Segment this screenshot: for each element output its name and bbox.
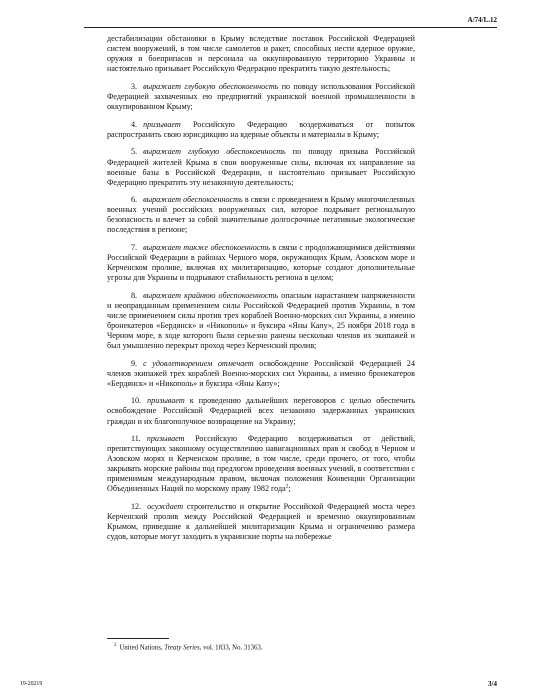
paragraph <box>107 34 415 74</box>
paragraph <box>107 396 415 426</box>
footnote-text-after: , vol. 1833, No. 31363. <box>199 644 263 652</box>
paragraph-text: дестабилизации обстановки в Крыму вследствие поставок Российской Федерацией систем вооружений, в том числе самолетов и ракет, способных нести ядерное оружие, оружия и боеприпасов и персонала на оккупированную территорию Украины и настоятельно призывает Российскую Федерацию прекратить такую деятельность; <box>107 34 415 74</box>
paragraph <box>107 243 415 283</box>
operative-phrase: выражает глубокую обеспокоенность <box>143 147 286 157</box>
paragraph-text: Российскую Федерацию воздерживаться от попыток распространить свою юрисдикцию на ядерные объекты и материалы в Крыму; <box>107 119 415 139</box>
paragraph-text: строительство и открытие Российской Федерацией моста через Керченский пролив между Российской Федерацией и временно оккупированным Крымом, приведшие к дальнейшей милитаризации Крыма и ограничению размера судов, которые могут заходить в украинские порты на побережье <box>107 501 415 542</box>
operative-phrase: выражает глубокую обеспокоенность <box>143 82 279 92</box>
paragraph <box>107 147 415 187</box>
punctuation: ; <box>288 484 291 494</box>
operative-phrase: призывает <box>146 434 185 444</box>
operative-phrase: выражает крайнюю обеспокоенность <box>143 290 279 300</box>
operative-phrase: выражает также обеспокоенность <box>143 242 270 252</box>
paragraph-text: Российскую Федерацию воздерживаться от действий, препятствующих законному осуществлению навигационных прав и свобод в Черном и Азовском морях и Керченском проливе, в том числе, среди прочего, от того, чтобы закрывать морские районы под предлогом проведения военных учений, в соответствии с применимым международным правом, включая положения Конвенции Организации Объединенных Наций по морскому праву 1982 года <box>107 434 415 494</box>
paragraph-text: к проведению дальнейших переговоров с целью обеспечить освобождение Российской Федерацией всех незаконно задержанных украинских граждан и их благополучное возвращение на Украину; <box>107 396 415 426</box>
operative-phrase: с удовлетворением отмечает <box>143 358 254 368</box>
document-number: 19-20219 <box>20 681 43 687</box>
paragraph-number: 8. <box>131 290 138 300</box>
paragraph-text: освобождение Российской Федерацией 24 членов экипажей трех кораблей Военно-морских сил Украины, а именно бронекатеров «Бердянск» и «Никополь» и буксира «Яны Капу»; <box>107 358 415 388</box>
footnote-rule <box>107 638 169 639</box>
paragraph <box>107 120 415 140</box>
paragraph-number: 9. <box>131 358 138 368</box>
header-rule <box>84 27 497 28</box>
paragraph-number: 5. <box>131 147 138 157</box>
operative-phrase: осуждает <box>147 501 184 511</box>
footnote-mark: 2 <box>114 643 117 648</box>
paragraph-text: в связи с проведением в Крыму многочисленных военных учений российских вооруженных сил, которое подрывает региональную безопасность и влечет за собой значительные долгосрочные негативные экологические последствия в регионе; <box>107 195 415 235</box>
paragraph-number: 11. <box>131 434 141 444</box>
paragraph <box>107 195 415 235</box>
body-text <box>107 34 415 550</box>
paragraph-number: 12. <box>131 501 142 511</box>
paragraph <box>107 359 415 389</box>
paragraph <box>107 502 415 542</box>
paragraph <box>107 291 415 352</box>
paragraph <box>107 82 415 112</box>
operative-phrase: призывает <box>147 396 185 406</box>
document-symbol: A/74/L.12 <box>467 16 497 24</box>
footnote-text-before: United Nations, <box>119 644 165 652</box>
paragraph <box>107 434 415 495</box>
operative-phrase: призывает <box>143 119 181 129</box>
paragraph-text: по поводу призыва Российской Федерацией жителей Крыма в свои вооруженные силы, включая их направление на военные базы в Российской Федерации, и настоятельно призывает Российскую Федерацию прекратить эту незаконную деятельность; <box>107 147 415 187</box>
paragraph-number: 3. <box>131 82 138 92</box>
footnote-reference: 2 <box>285 484 289 490</box>
paragraph-number: 10. <box>131 396 142 406</box>
operative-phrase: выражает обеспокоенность <box>143 195 243 205</box>
footnote-text-italic: Treaty Series <box>164 644 200 652</box>
page-number: 3/4 <box>488 680 497 688</box>
paragraph-number: 6. <box>131 195 138 205</box>
paragraph-number: 4. <box>131 119 138 129</box>
paragraph-text: в связи с продолжающимися действиями Российской Федерации в районах Черного моря, окружающих Крым, Азовском море и Керченском проливе, включая их милитаризацию, которые создают дополнительные угрозы для Украины и подрывают стабильность региона в целом; <box>107 242 415 283</box>
paragraph-text: опасным нарастанием напряженности и неоправданным применением силы Российской Федерацией против Украины, в том числе применением силы против трех кораблей Военно-морских сил Украины, а именно бронекатеров «Бердянск» и «Никополь» и буксира «Яны Капу», 25 ноября 2018 года в Черном море, в ходе которого были серьезно ранены несколько членов их экипажей и был умышленно перекрыт проход через Керченский пролив; <box>107 290 415 351</box>
footnote <box>114 643 263 651</box>
paragraph-text: по поводу использования Российской Федерацией захваченных ею предприятий украинской военной промышленности в оккупированном Крыму; <box>107 82 415 112</box>
paragraph-number: 7. <box>131 242 138 252</box>
